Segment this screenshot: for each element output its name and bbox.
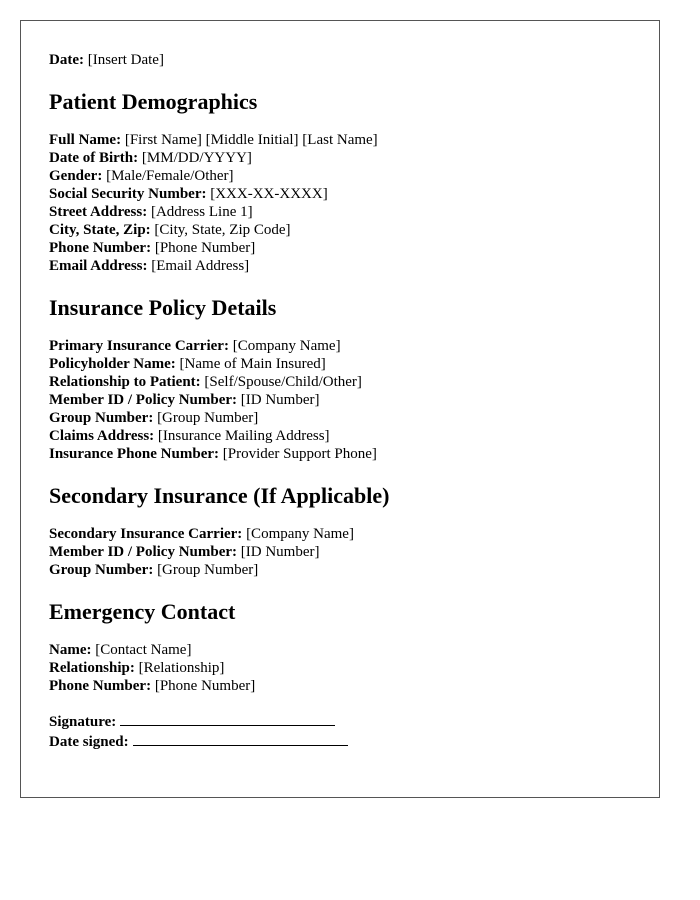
field-row <box>49 659 639 677</box>
date-signed-row <box>49 731 639 751</box>
field-label: Member ID / Policy Number: <box>49 392 238 408</box>
field-value: [ID Number] <box>240 544 320 560</box>
field-value: [Group Number] <box>157 562 259 578</box>
field-value: [Relationship] <box>138 660 225 676</box>
field-label: Social Security Number: <box>49 186 207 202</box>
field-label: Gender: <box>49 168 103 184</box>
field-label: Insurance Phone Number: <box>49 446 220 462</box>
field-label: Secondary Insurance Carrier: <box>49 526 243 542</box>
field-label: Primary Insurance Carrier: <box>49 338 229 354</box>
field-value: [MM/DD/YYYY] <box>141 150 252 166</box>
field-row <box>49 257 639 275</box>
field-row <box>49 185 639 203</box>
signature-block <box>49 711 639 751</box>
signature-label: Signature: <box>49 714 117 730</box>
field-value: [Name of Main Insured] <box>179 356 326 372</box>
field-label: Relationship: <box>49 660 135 676</box>
section-title-secondary-insurance: Secondary Insurance (If Applicable) <box>49 483 390 508</box>
field-label: Phone Number: <box>49 240 152 256</box>
field-label: Claims Address: <box>49 428 155 444</box>
field-label: Policyholder Name: <box>49 356 176 372</box>
section-insurance-policy-details <box>49 337 639 463</box>
field-row <box>49 239 639 257</box>
field-row <box>49 409 639 427</box>
date-line <box>49 51 639 69</box>
field-row <box>49 445 639 463</box>
field-label: Group Number: <box>49 562 154 578</box>
field-label: Street Address: <box>49 204 148 220</box>
field-value: [Address Line 1] <box>150 204 253 220</box>
section-emergency-contact <box>49 641 639 695</box>
field-row <box>49 355 639 373</box>
field-row <box>49 373 639 391</box>
field-row <box>49 337 639 355</box>
field-label: Email Address: <box>49 258 148 274</box>
field-row <box>49 427 639 445</box>
signature-row <box>49 711 639 731</box>
field-value: [Self/Spouse/Child/Other] <box>204 374 362 390</box>
date-signed-label: Date signed: <box>49 734 129 750</box>
field-label: Phone Number: <box>49 678 152 694</box>
field-value: [Male/Female/Other] <box>106 168 234 184</box>
field-value: [Contact Name] <box>95 642 192 658</box>
section-title-emergency-contact: Emergency Contact <box>49 599 236 624</box>
field-value: [First Name] [Middle Initial] [Last Name] <box>124 132 378 148</box>
document-content <box>49 51 639 751</box>
field-row <box>49 677 639 695</box>
field-row <box>49 167 639 185</box>
date-signed-field[interactable] <box>133 731 348 746</box>
document-page <box>20 20 660 798</box>
field-row <box>49 641 639 659</box>
field-row <box>49 203 639 221</box>
field-value: [City, State, Zip Code] <box>154 222 291 238</box>
field-value: [Company Name] <box>246 526 354 542</box>
field-label: Full Name: <box>49 132 122 148</box>
field-row <box>49 561 639 579</box>
field-row <box>49 149 639 167</box>
field-label: Group Number: <box>49 410 154 426</box>
field-label: City, State, Zip: <box>49 222 151 238</box>
section-title-insurance-policy-details: Insurance Policy Details <box>49 295 277 320</box>
field-value: [ID Number] <box>240 392 320 408</box>
field-label: Member ID / Policy Number: <box>49 544 238 560</box>
field-row <box>49 131 639 149</box>
field-value: [XXX-XX-XXXX] <box>210 186 328 202</box>
field-value: [Provider Support Phone] <box>222 446 377 462</box>
field-label: Date of Birth: <box>49 150 139 166</box>
field-row <box>49 543 639 561</box>
field-label: Relationship to Patient: <box>49 374 201 390</box>
field-value: [Phone Number] <box>154 240 256 256</box>
date-label: Date: <box>49 52 84 68</box>
field-row <box>49 391 639 409</box>
field-label: Name: <box>49 642 92 658</box>
date-value: [Insert Date] <box>87 52 164 68</box>
field-row <box>49 221 639 239</box>
section-patient-demographics <box>49 131 639 275</box>
signature-field[interactable] <box>120 711 335 726</box>
section-title-patient-demographics: Patient Demographics <box>49 89 258 114</box>
field-value: [Insurance Mailing Address] <box>157 428 330 444</box>
field-value: [Company Name] <box>232 338 341 354</box>
field-row <box>49 525 639 543</box>
field-value: [Phone Number] <box>154 678 256 694</box>
field-value: [Email Address] <box>151 258 250 274</box>
field-value: [Group Number] <box>157 410 259 426</box>
section-secondary-insurance <box>49 525 639 579</box>
